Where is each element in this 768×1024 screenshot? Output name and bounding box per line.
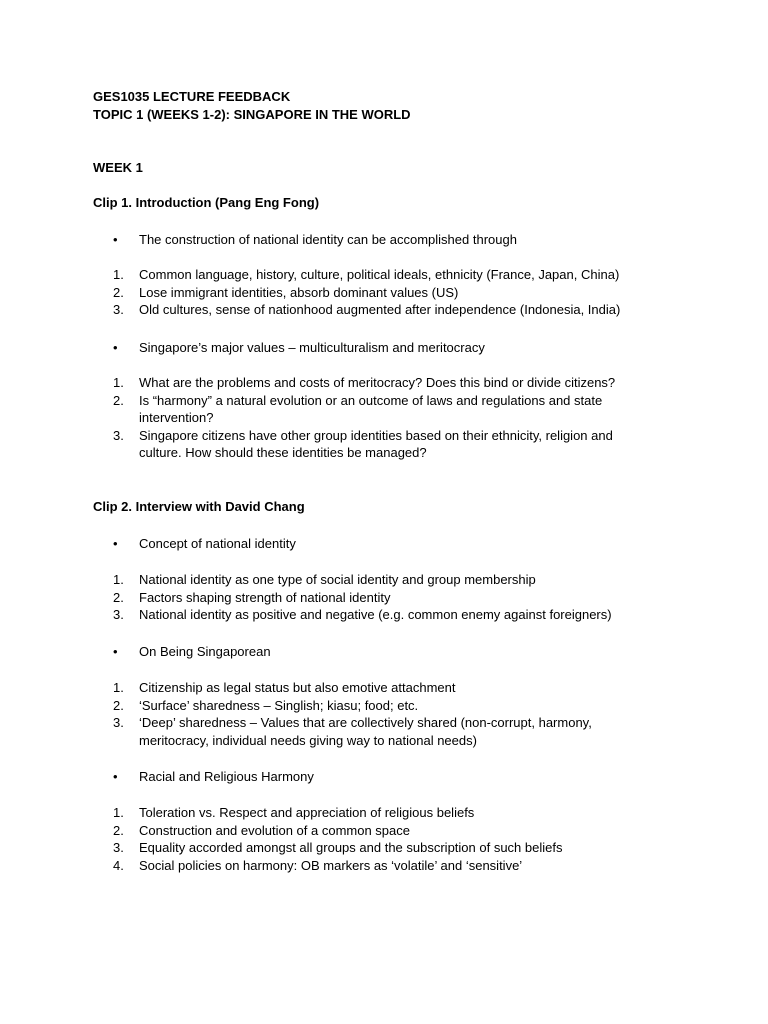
list-item-text: Lose immigrant identities, absorb dominant values (US) — [139, 284, 459, 300]
topic-title: TOPIC 1 (WEEKS 1-2): SINGAPORE IN THE WORLD — [93, 106, 411, 122]
list-item-number: 3. — [113, 302, 124, 317]
list-item-text: ‘Deep’ sharedness – Values that are collectively shared (non-corrupt, harmony, — [139, 715, 592, 730]
list-item — [113, 284, 683, 302]
list-item-text: ‘Surface’ sharedness – Singlish; kiasu; food; etc. — [139, 697, 419, 713]
list-item — [113, 374, 683, 392]
week-heading: WEEK 1 — [93, 160, 143, 175]
list-item — [113, 857, 683, 875]
clip1-list1 — [113, 266, 683, 319]
list-item-number: 1. — [113, 805, 124, 820]
list-item-text: National identity as positive and negative (e.g. common enemy against foreigners) — [139, 607, 612, 622]
list-item-number: 2. — [113, 284, 124, 300]
list-item — [113, 427, 683, 462]
list-item-text: National identity as one type of social identity and group membership — [139, 572, 536, 587]
list-item-text: Toleration vs. Respect and appreciation of religious beliefs — [139, 805, 475, 820]
list-item-text: Social policies on harmony: OB markers as ‘volatile’ and ‘sensitive’ — [139, 857, 523, 873]
list-item-text: Equality accorded amongst all groups and the subscription of such beliefs — [139, 840, 563, 855]
clip2-list3 — [113, 804, 683, 874]
bullet-icon: • — [113, 644, 118, 659]
list-item-number: 1. — [113, 572, 124, 587]
list-item — [113, 392, 683, 427]
list-item-text: Factors shaping strength of national identity — [139, 589, 391, 605]
list-item-number: 3. — [113, 715, 124, 730]
list-item — [113, 679, 683, 697]
list-item — [113, 697, 683, 715]
clip1-list2 — [113, 374, 683, 462]
list-item — [113, 571, 683, 589]
list-item-text: Common language, history, culture, political ideals, ethnicity (France, Japan, China) — [139, 267, 620, 282]
list-item-number: 3. — [113, 607, 124, 622]
list-item — [113, 804, 683, 822]
list-item — [113, 589, 683, 607]
list-item-number: 1. — [113, 375, 124, 390]
list-item — [113, 839, 683, 857]
list-item-text: Citizenship as legal status but also emotive attachment — [139, 680, 456, 695]
list-item — [113, 714, 683, 749]
bullet-icon: • — [113, 232, 118, 247]
clip2-list1 — [113, 571, 683, 624]
list-item-number: 4. — [113, 857, 124, 873]
list-item — [113, 606, 683, 624]
list-item-number: 2. — [113, 589, 124, 605]
clip2-list2 — [113, 679, 683, 749]
list-item-number: 1. — [113, 680, 124, 695]
list-item-text: meritocracy, individual needs giving way to national needs) — [139, 732, 477, 748]
clip2-title: Clip 2. Interview with David Chang — [93, 499, 305, 514]
document-heading — [93, 88, 693, 123]
list-item — [113, 822, 683, 840]
list-item-number: 2. — [113, 697, 124, 713]
list-item-number: 3. — [113, 427, 124, 443]
list-item-text: Singapore citizens have other group identities based on their ethnicity, religion and — [139, 427, 613, 443]
list-item — [113, 266, 683, 284]
list-item-number: 1. — [113, 267, 124, 282]
list-item-text: Is “harmony” a natural evolution or an outcome of laws and regulations and state — [139, 392, 603, 408]
course-title: GES1035 LECTURE FEEDBACK — [93, 89, 291, 104]
clip1-title: Clip 1. Introduction (Pang Eng Fong) — [93, 195, 320, 210]
document-page: GES1035 LECTURE FEEDBACK TOPIC 1 (WEEKS 1-2): SINGAPORE IN THE WORLD WEEK 1 Clip 1. Introduction (Pang Eng Fong) • The construction of national identity can be accomplished through 1. Common language, history, culture, political ideals, ethnicity (France, Japan, China) 2. Lose immigrant identities, absorb dominant values (US) 3. Old cultures, sense of nationhood augmented after independence (Indonesia, India) • Singapore’s major values – multiculturalism and meritocracy 1. What are the problems and costs of meritocracy? Does this bind or divide citizens? 2. Is “harmony” a natural evolution or an outcome of laws and regulations and state intervention? 3. Singapore citizens have other group identities based on their ethnicity, religion and culture. How should these identities be managed? Clip 2. Interview with David Chang • Concept of national identity 1. National identity as one type of social identity and group membership 2. Factors shaping strength of national identity 3. National identity as positive and negative (e.g. common enemy against foreigners) • On Being Singaporean 1. Citizenship as legal status but also emotive attachment 2. ‘Surface’ sharedness – Singlish; kiasu; food; etc. 3. ‘Deep’ sharedness – Values that are collectively shared (non-corrupt, harmony, meritocracy, individual needs giving way to national needs) • Racial and Religious Harmony 1. Toleration vs. Respect and appreciation of religious beliefs 2. Construction and evolution of a common space 3. Equality accorded amongst all groups and the subscription of such beliefs 4. Social policies on harmony: OB markers as ‘volatile’ and ‘sensitive’ — [0, 0, 768, 1024]
list-item-text: intervention? — [139, 410, 214, 425]
list-item-number: 3. — [113, 840, 124, 855]
bullet-icon: • — [113, 340, 118, 355]
bullet-icon: • — [113, 536, 118, 551]
list-item-number: 2. — [113, 822, 124, 838]
bullet-icon: • — [113, 769, 118, 784]
list-item — [113, 301, 683, 319]
list-item-text: Old cultures, sense of nationhood augmented after independence (Indonesia, India) — [139, 302, 621, 317]
list-item-text: Construction and evolution of a common space — [139, 822, 410, 838]
list-item-number: 2. — [113, 392, 124, 408]
list-item-text: What are the problems and costs of meritocracy? Does this bind or divide citizens? — [139, 375, 616, 390]
list-item-text: culture. How should these identities be managed? — [139, 445, 427, 460]
